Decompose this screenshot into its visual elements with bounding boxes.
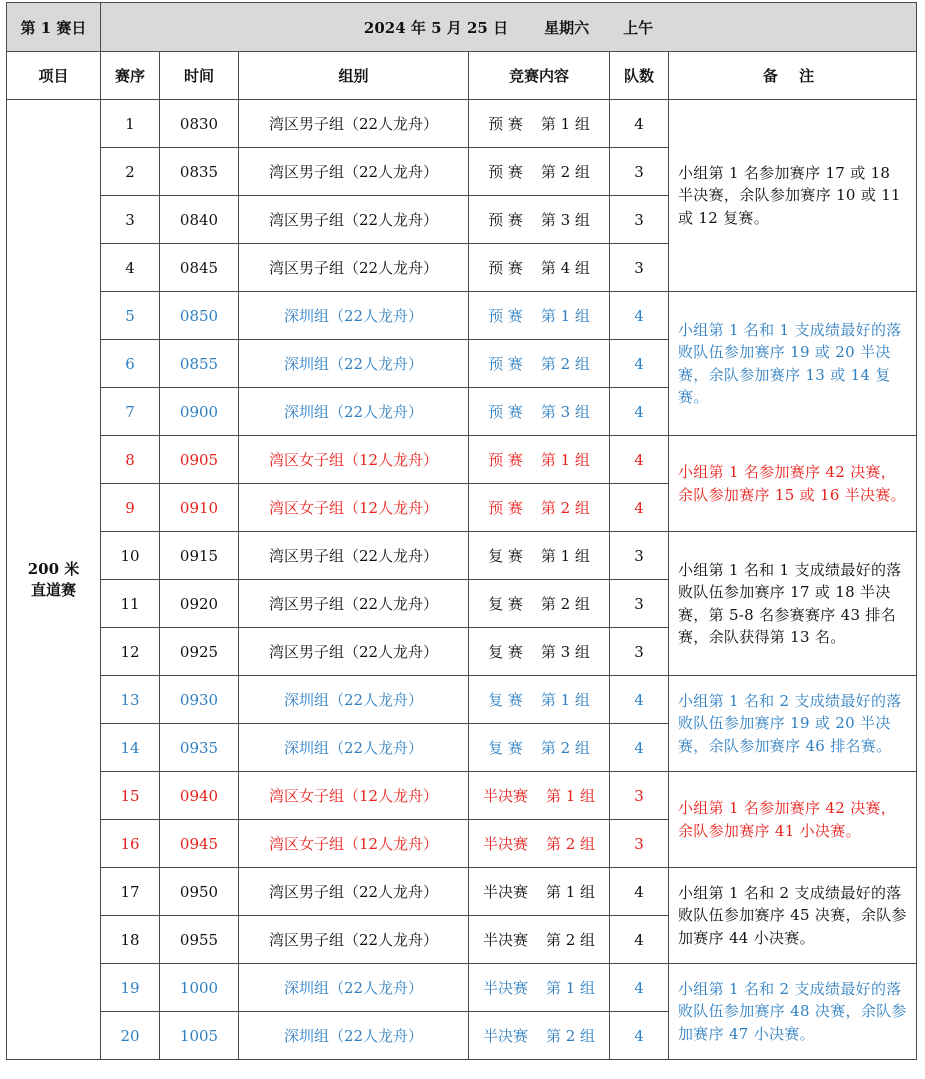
content-cell <box>469 868 610 916</box>
heat-text: 第 1 组 <box>545 979 596 997</box>
group-cell: 湾区女子组（12人龙舟） <box>239 772 469 820</box>
teams-cell: 4 <box>610 292 669 340</box>
group-cell: 深圳组（22人龙舟） <box>239 292 469 340</box>
seq-cell: 4 <box>101 244 160 292</box>
stage-text: 复 赛 <box>488 595 523 613</box>
heat-text: 第 1 组 <box>545 787 596 805</box>
teams-cell: 4 <box>610 1012 669 1060</box>
heat-text: 第 2 组 <box>540 163 590 181</box>
heat-text: 第 3 组 <box>540 211 590 229</box>
event-name-cell: 200 米 直道赛 <box>7 100 101 1060</box>
teams-cell: 3 <box>610 532 669 580</box>
heat-text: 第 1 组 <box>540 451 590 469</box>
teams-cell: 3 <box>610 628 669 676</box>
group-cell: 湾区女子组（12人龙舟） <box>239 820 469 868</box>
time-cell: 0930 <box>160 676 239 724</box>
content-cell <box>469 244 610 292</box>
teams-cell: 4 <box>610 868 669 916</box>
heat-text: 第 1 组 <box>540 691 590 709</box>
content-cell <box>469 532 610 580</box>
column-header-row <box>7 52 917 100</box>
table-row <box>7 868 917 916</box>
remark-cell: 小组第 1 名和 2 支成绩最好的落败队伍参加赛序 45 决赛，余队参加赛序 44 小决赛。 <box>669 868 917 964</box>
heat-text: 第 1 组 <box>540 307 590 325</box>
remark-cell: 小组第 1 名参加赛序 17 或 18 半决赛，余队参加赛序 10 或 11 或 12 复赛。 <box>669 100 917 292</box>
group-cell: 湾区男子组（22人龙舟） <box>239 628 469 676</box>
seq-cell: 14 <box>101 724 160 772</box>
seq-cell: 15 <box>101 772 160 820</box>
seq-cell: 11 <box>101 580 160 628</box>
time-cell: 0845 <box>160 244 239 292</box>
col-header-time: 时间 <box>160 52 239 100</box>
teams-cell: 4 <box>610 340 669 388</box>
heat-text: 第 1 组 <box>545 883 596 901</box>
date-header <box>101 3 917 52</box>
remark-cell: 小组第 1 名和 1 支成绩最好的落败队伍参加赛序 17 或 18 半决赛，第 5-8 名参赛赛序 43 排名赛，余队获得第 13 名。 <box>669 532 917 676</box>
group-cell: 湾区男子组（22人龙舟） <box>239 916 469 964</box>
time-cell: 1005 <box>160 1012 239 1060</box>
group-cell: 湾区男子组（22人龙舟） <box>239 100 469 148</box>
content-cell <box>469 964 610 1012</box>
time-cell: 0835 <box>160 148 239 196</box>
teams-cell: 4 <box>610 484 669 532</box>
table-row <box>7 676 917 724</box>
teams-cell: 3 <box>610 820 669 868</box>
teams-cell: 4 <box>610 964 669 1012</box>
group-cell: 深圳组（22人龙舟） <box>239 724 469 772</box>
stage-text: 半决赛 <box>482 931 528 949</box>
time-cell: 0915 <box>160 532 239 580</box>
group-cell: 深圳组（22人龙舟） <box>239 388 469 436</box>
stage-text: 预 赛 <box>488 355 523 373</box>
col-header-event: 项目 <box>7 52 101 100</box>
time-cell: 0905 <box>160 436 239 484</box>
time-cell: 0935 <box>160 724 239 772</box>
heat-text: 第 2 组 <box>540 499 590 517</box>
stage-text: 预 赛 <box>488 451 523 469</box>
teams-cell: 3 <box>610 244 669 292</box>
content-cell <box>469 820 610 868</box>
stage-text: 预 赛 <box>488 403 523 421</box>
group-cell: 湾区男子组（22人龙舟） <box>239 580 469 628</box>
heat-text: 第 1 组 <box>540 547 590 565</box>
remark-cell: 小组第 1 名和 2 支成绩最好的落败队伍参加赛序 48 决赛，余队参加赛序 47 小决赛。 <box>669 964 917 1060</box>
remark-cell: 小组第 1 名参加赛序 42 决赛， 余队参加赛序 41 小决赛。 <box>669 772 917 868</box>
stage-text: 预 赛 <box>488 163 523 181</box>
content-cell <box>469 148 610 196</box>
group-cell: 湾区男子组（22人龙舟） <box>239 868 469 916</box>
remark-cell: 小组第 1 名和 1 支成绩最好的落败队伍参加赛序 19 或 20 半决赛，余队参加赛序 13 或 14 复赛。 <box>669 292 917 436</box>
group-cell: 深圳组（22人龙舟） <box>239 1012 469 1060</box>
session-text: 上午 <box>623 18 654 37</box>
content-cell <box>469 388 610 436</box>
time-cell: 0920 <box>160 580 239 628</box>
time-cell: 0900 <box>160 388 239 436</box>
table-row <box>7 772 917 820</box>
remark-cell: 小组第 1 名和 2 支成绩最好的落败队伍参加赛序 19 或 20 半决赛，余队参加赛序 46 排名赛。 <box>669 676 917 772</box>
table-row <box>7 532 917 580</box>
seq-cell: 3 <box>101 196 160 244</box>
seq-cell: 18 <box>101 916 160 964</box>
teams-cell: 3 <box>610 580 669 628</box>
heat-text: 第 1 组 <box>540 115 590 133</box>
stage-text: 预 赛 <box>488 115 523 133</box>
seq-cell: 16 <box>101 820 160 868</box>
seq-cell: 17 <box>101 868 160 916</box>
group-cell: 湾区男子组（22人龙舟） <box>239 244 469 292</box>
content-cell <box>469 436 610 484</box>
stage-text: 预 赛 <box>488 211 523 229</box>
content-cell <box>469 100 610 148</box>
group-cell: 深圳组（22人龙舟） <box>239 964 469 1012</box>
stage-text: 预 赛 <box>488 259 523 277</box>
content-cell <box>469 724 610 772</box>
stage-text: 半决赛 <box>482 835 528 853</box>
col-header-teams: 队数 <box>610 52 669 100</box>
weekday-text: 星期六 <box>544 18 590 37</box>
heat-text: 第 2 组 <box>545 931 596 949</box>
content-cell <box>469 676 610 724</box>
teams-cell: 3 <box>610 196 669 244</box>
time-cell: 0945 <box>160 820 239 868</box>
content-cell <box>469 772 610 820</box>
seq-cell: 8 <box>101 436 160 484</box>
table-row <box>7 436 917 484</box>
group-cell: 湾区男子组（22人龙舟） <box>239 148 469 196</box>
stage-text: 复 赛 <box>488 691 523 709</box>
heat-text: 第 3 组 <box>540 403 590 421</box>
content-cell <box>469 628 610 676</box>
seq-cell: 13 <box>101 676 160 724</box>
heat-text: 第 2 组 <box>540 355 590 373</box>
teams-cell: 4 <box>610 916 669 964</box>
teams-cell: 3 <box>610 148 669 196</box>
stage-text: 半决赛 <box>482 1027 528 1045</box>
remark-cell: 小组第 1 名参加赛序 42 决赛，余队参加赛序 15 或 16 半决赛。 <box>669 436 917 532</box>
stage-text: 复 赛 <box>488 739 523 757</box>
stage-text: 半决赛 <box>482 883 528 901</box>
heat-text: 第 4 组 <box>540 259 590 277</box>
content-cell <box>469 580 610 628</box>
group-cell: 湾区男子组（22人龙舟） <box>239 532 469 580</box>
heat-text: 第 2 组 <box>545 835 596 853</box>
stage-text: 半决赛 <box>482 787 528 805</box>
group-cell: 深圳组（22人龙舟） <box>239 676 469 724</box>
teams-cell: 3 <box>610 772 669 820</box>
col-header-remark: 备 注 <box>669 52 917 100</box>
seq-cell: 5 <box>101 292 160 340</box>
content-cell <box>469 1012 610 1060</box>
seq-cell: 19 <box>101 964 160 1012</box>
stage-text: 复 赛 <box>488 547 523 565</box>
stage-text: 预 赛 <box>488 307 523 325</box>
teams-cell: 4 <box>610 724 669 772</box>
heat-text: 第 2 组 <box>545 1027 596 1045</box>
content-cell <box>469 484 610 532</box>
stage-text: 预 赛 <box>488 499 523 517</box>
day-label: 第 1 赛日 <box>7 3 101 52</box>
content-cell <box>469 916 610 964</box>
seq-cell: 6 <box>101 340 160 388</box>
time-cell: 0950 <box>160 868 239 916</box>
time-cell: 0955 <box>160 916 239 964</box>
schedule-table <box>6 2 917 1060</box>
teams-cell: 4 <box>610 100 669 148</box>
seq-cell: 9 <box>101 484 160 532</box>
date-text: 2024 年 5 月 25 日 <box>363 18 509 37</box>
seq-cell: 10 <box>101 532 160 580</box>
time-cell: 0830 <box>160 100 239 148</box>
col-header-seq: 赛序 <box>101 52 160 100</box>
group-cell: 湾区女子组（12人龙舟） <box>239 436 469 484</box>
time-cell: 0855 <box>160 340 239 388</box>
seq-cell: 1 <box>101 100 160 148</box>
seq-cell: 12 <box>101 628 160 676</box>
group-cell: 深圳组（22人龙舟） <box>239 340 469 388</box>
time-cell: 0925 <box>160 628 239 676</box>
stage-text: 复 赛 <box>488 643 523 661</box>
table-row <box>7 964 917 1012</box>
seq-cell: 2 <box>101 148 160 196</box>
content-cell <box>469 196 610 244</box>
heat-text: 第 2 组 <box>540 739 590 757</box>
teams-cell: 4 <box>610 436 669 484</box>
time-cell: 1000 <box>160 964 239 1012</box>
heat-text: 第 3 组 <box>540 643 590 661</box>
table-row <box>7 100 917 148</box>
seq-cell: 20 <box>101 1012 160 1060</box>
table-row <box>7 292 917 340</box>
content-cell <box>469 292 610 340</box>
group-cell: 湾区男子组（22人龙舟） <box>239 196 469 244</box>
group-cell: 湾区女子组（12人龙舟） <box>239 484 469 532</box>
title-row <box>7 3 917 52</box>
stage-text: 半决赛 <box>482 979 528 997</box>
teams-cell: 4 <box>610 388 669 436</box>
time-cell: 0940 <box>160 772 239 820</box>
time-cell: 0910 <box>160 484 239 532</box>
heat-text: 第 2 组 <box>540 595 590 613</box>
col-header-content: 竞赛内容 <box>469 52 610 100</box>
time-cell: 0850 <box>160 292 239 340</box>
teams-cell: 4 <box>610 676 669 724</box>
col-header-group: 组别 <box>239 52 469 100</box>
time-cell: 0840 <box>160 196 239 244</box>
seq-cell: 7 <box>101 388 160 436</box>
content-cell <box>469 340 610 388</box>
